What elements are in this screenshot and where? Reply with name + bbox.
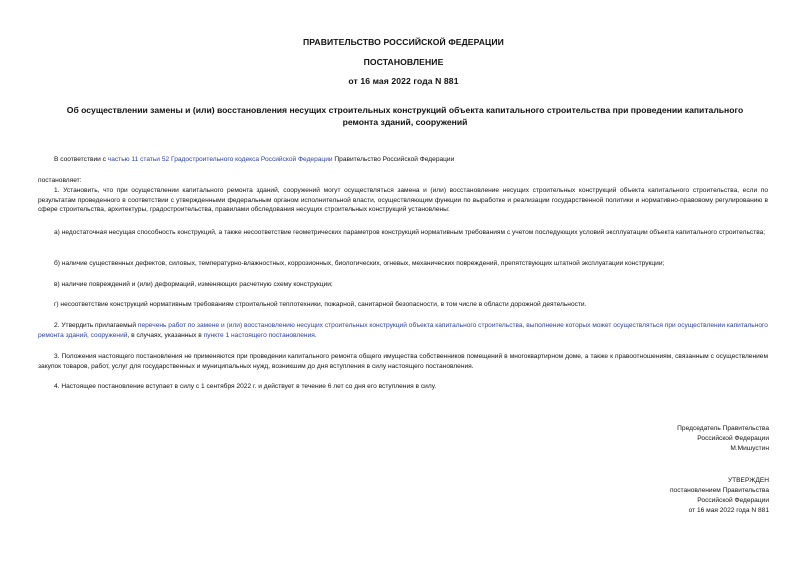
subitem-v: в) наличие повреждений и (или) деформаций, изменяющих расчетную схему конструкции;: [54, 281, 333, 288]
signature-country: Российской Федерации: [697, 435, 769, 442]
works-list-link[interactable]: перечень работ по замене и (или) восстановлению несущих строительных конструкций объекта капитального строительства, выполнение которых может осуществляться при осуществлении капитального ремонта зданий, сооружений: [38, 322, 768, 339]
paragraph-2-prefix: 2. Утвердить прилагаемый: [54, 322, 138, 329]
government-heading: ПРАВИТЕЛЬСТВО РОССИЙСКОЙ ФЕДЕРАЦИИ: [303, 37, 504, 47]
approval-country: Российской Федерации: [697, 497, 769, 504]
paragraph-2-mid: , в случаях, указанных в: [127, 331, 204, 339]
subitem-g: г) несоответствие конструкций нормативным требованиям строительной теплотехники, пожарной, санитарной безопасности, в том числе в области дорожной деятельности.: [54, 301, 587, 308]
paragraph-2: [38, 321, 768, 340]
signature-position: Председатель Правительства: [677, 425, 769, 432]
preamble-suffix: Правительство Российской Федерации: [332, 156, 455, 163]
document-title: Об осуществлении замены и (или) восстановления несущих строительных конструкций объекта капитального строительства при проведении капитального ремонта зданий, сооружений: [66, 105, 744, 127]
subitem-b: б) наличие существенных дефектов, силовых, температурно-влажностных, коррозионных, биологических, огневых, механических повреждений, препятствующих штатной эксплуатации конструкции;: [54, 260, 665, 267]
document-type-heading: ПОСТАНОВЛЕНИЕ: [363, 57, 444, 67]
paragraph-4: 4. Настоящее постановление вступает в силу с 1 сентября 2022 г. и действует в течение 6 лет со дня его вступления в силу.: [54, 383, 437, 390]
paragraph-3: 3. Положения настоящего постановления не применяются при проведении капитального ремонта общего имущества собственников помещений в многоквартирном доме, а также к правоотношениям, связанным с осуществлением закупок товаров, работ, услуг для государственных и муниципальных нужд, возникшим до дня вступления в силу настоящего постановления.: [38, 353, 768, 370]
preamble-prefix: В соответствии с: [54, 156, 108, 163]
code-article-link[interactable]: частью 11 статьи 52 Градостроительного кодекса Российской Федерации: [107, 156, 333, 163]
preamble: [38, 155, 768, 165]
decree-word: постановляет:: [38, 177, 82, 184]
item-1-link[interactable]: пункте 1 настоящего постановления: [203, 331, 315, 339]
approval-by: постановлением Правительства: [669, 487, 769, 494]
document-date-number: от 16 мая 2022 года N 881: [348, 76, 459, 86]
approval-heading: УТВЕРЖДЕН: [727, 477, 769, 484]
paragraph-1: 1. Установить, что при осуществлении капитального ремонта зданий, сооружений могут осуществляться замена и (или) восстановление несущих строительных конструкций объекта капитального строительства, если по результатам проведенного в соответствии с утвержденными федеральным органом исполнительной власти, осуществляющим функции по выработке и реализации государственной политики и нормативно-правовому регулированию в сфере строительства, архитектуры, градостроительства, правилами обследования несущих строительных конструкций установлены:: [38, 187, 768, 214]
subitem-a: а) недостаточная несущая способность конструкций, а также несоответствие геометрических параметров конструкций нормативным требованиям с учетом последующих условий эксплуатации объекта капитального строительства;: [54, 229, 766, 236]
paragraph-2-suffix: .: [314, 331, 317, 339]
signature-block: [469, 424, 769, 454]
signature-name: М.Мишустин: [730, 445, 769, 452]
approval-date: от 16 мая 2022 года N 881: [688, 507, 769, 514]
approval-block: [469, 476, 769, 516]
